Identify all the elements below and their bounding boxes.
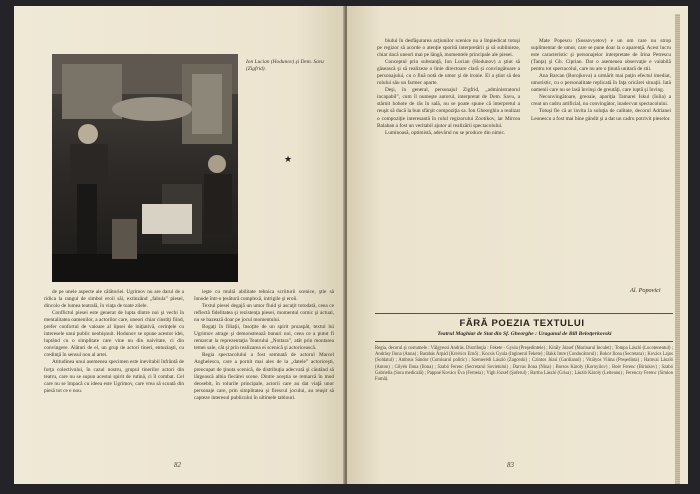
article-title: FĂRĂ POEZIA TEXTULUI [459, 318, 585, 329]
paragraph: Neconvingătoare, greoaie, apariţia Tamarei Iskul (Iulia) a creat un cadru artificial, nu convingător, inadecvat spectacolului. [531, 94, 671, 108]
article-subtitle: Teatrul Maghiar de Stat din Sf. Gheorghe : Uraganul de Bill Belotţerkovski [437, 331, 612, 337]
title-rule-top [375, 313, 673, 314]
title-rule-bottom [375, 341, 673, 342]
star-ornament: ★ [284, 154, 293, 164]
right-column-2 [531, 38, 671, 123]
paragraph: ieşte cu multă abilitate tehnica scriiturii scenice, ştie să înnode într-o ţesătură complexă, intrigile şi eroii. [194, 289, 334, 303]
right-column-1 [377, 38, 520, 137]
page-number-left: 82 [174, 461, 181, 469]
right-page [347, 6, 688, 484]
paragraph: Totuşi fie că ar invita la soluţia de calitate, decorul Adrianei Leonescu a fost mai bine gândit şi a dat un cadru potrivit pieselor. [531, 108, 671, 122]
paragraph: Conflictul piesei este generat de lupta dintre noi şi vechi în mentalitatea oamenilor, a actorilor care, uneori chiar cinstiţi fiind, prefer confortul de valoare al lipsei de iniţiativă, cerinţele cu interesele unui public neobişnuit. Hodunov se opune acestor idei, luptând cu o simplitate care vine nu din naivitate, ci din convingere. Alături de el, un grup de actori tineri, entuziaşti, cu credinţă în sensul nou al artei. [44, 310, 184, 359]
paragraph: Bogaţi în filiaţii, însoţite de un spirit proaspăt, textul lui Ugrimov atrage şi demonstrează bunuri noi, ceea ce a putut fi remarcat la reprezentaţia Teatrului „Nottara”, atât prin montarea temei sale, cât şi prin realizarea ei scenică şi actoricească. [194, 324, 334, 352]
paragraph: Textul piesei degajă un umor fluid şi ascuţit totodată, ceea ce reflectă fidelitatea şi rezistenţa piesei, momentul comic şi actual, nu se bazează doar pe jocul momentului. [194, 303, 334, 324]
stage-photo-image [52, 54, 238, 282]
paragraph: Deşi, în general, personajul Zigfrid, „administratorul incapabil”, cum îl numeşte autorul, interpretat de Dem. Savu, a stârnit hohote de râs în sală, nu se poate spune că interpretul a reuşit să ducă la bun sfârşit compoziţia sa. Ion Gheorghiu a realizat o compoziţie interesantă în rolul regizorului Zootikov, iar Mircea Balaban a fost un veritabil ajutor al realizării spectacolului. [377, 87, 520, 129]
paragraph: Atitudinea unui asemenea specimen este inevitabil înfrântă de forţa colectivului, în cazul nostru, grupul tinerilor actori din teatru, care nu se supun acestui spirit de rutină, ci îl combat. Cel care nu se împacă cu ideea este Ugrimov, care vrea să scoată din piesă tot ce e nou. [44, 359, 184, 394]
paragraph: Mate Popescu (Sossovyetov) e un om care nu strop suplimentar de umor, care se pune doar la o aparenţă. Acest lucru este caracteristic şi personajelor interpretate de Irina Petrescu (Tanţa) şi Gh. Ciprian. Dar o asemenea observaţie e valabilă pentru tot spectacolul, care nu are o ţinută unitară de stil. [531, 38, 671, 73]
paragraph: Ana Barcan (Borojkova) a urmărit mai puţin efectul imediat, umoristic, cu o personalitate replicată în faţa oricărei situaţii. Iată oamenii care nu se lasă învinşi de greutăţi, care luptă şi înving. [531, 73, 671, 94]
paragraph: de pe unele aspecte ale călătoriei. Ugrimov nu are darul de a ridica la rangul de simbol eroii săi, extinzând „fabula” piesei, dincolo de lumea teatrală, în viaţa de toate zilele. [44, 289, 184, 310]
left-column-2 [194, 289, 334, 402]
page-number-right: 83 [507, 461, 514, 469]
left-page [14, 6, 345, 484]
photo-caption: Ion Lucian (Hodunov) şi Dem. Savu (Zigfrid). [246, 59, 324, 72]
paragraph: biului în desfăşurarea acţiunilor scenice nu a împiedicat totuşi pe regizor să acorde o atenţie sporită interpretării şi să sublinieze, chiar dacă uneori mai pe lângă, momentele principale ale piesei. [377, 38, 520, 59]
left-column-1 [44, 289, 184, 395]
paragraph: Luminoasă, optimistă, adevărul nu se produce din nimic. [385, 129, 506, 136]
paragraph: Conceptul prin substanţă, Ion Lucian (Hodunov) a ştiut să găsească şi să realizeze o linie directoare clară şi convingătoare a personajului, cu o fină notă de umor şi de ironie. El a ştiut să dea rolului său un farmec aparte. [377, 59, 520, 87]
stage-photo [52, 54, 238, 282]
page-edges [675, 14, 680, 484]
paragraph: Regia spectacolului a fost semnată de actorul Marcel Anghelescu, care a pornit mai ales de la „datele” actoriceşti, preocupat de ţinuta scenică, de distribuţia adecvată şi căutând să lărgească albia fiecărei scene. Dintre aceştia se remarcă în mod deosebit, în rolurile principale, actorii care au dat viaţă unor personaje care, prin simplitatea şi firescul jocului, au reuşit să capteze interesul publicului în ultimele tablouri. [194, 352, 334, 401]
cast-list: Regia, decorul şi costumele : Vălgyessi András. Distribuţia : Fekete - Gyula (Preşedintele) ; Király József (Marinarul Inculet) ; Tompa László (Locotenentul) ; Andrásy Ilona (Anna) ; Barabás Árpád (Kreivics Ernő) ; Kocsis Gyula (Inginerul Fekete) ; Bakk Imre (Conducătorul) ; Bokor Ilona (Secretara) ; Kovács Lajos (Soldatul) ; Ambrus Sándor (Comisarul politic) ; Szemerédi László (Zagorski) ; Czintos Józsi (Gardianul) ; Vitályos Vilma (Preşedinta) ; Hamvai László (Anton) ; Gilyén Ilona (Ilona) ; Szabó Ferenc (Secretarul Sovietului) ; Darvas Ilona (Nina) ; Borsos Károly (Kornyilov) ; Boér Ferenc (Biriukov) ; Szabó Gabriella (Sora medicală) ; Pappné Kovács Éva (Femeia) ; Vigh József (Şoferul) ; Bartha László (Grisa) ; László Károly (Leiteanu) ; Ferenczy Ferenc (Simion Fomâ). [375, 346, 673, 383]
author-signature: Al. Popovici [630, 287, 661, 294]
